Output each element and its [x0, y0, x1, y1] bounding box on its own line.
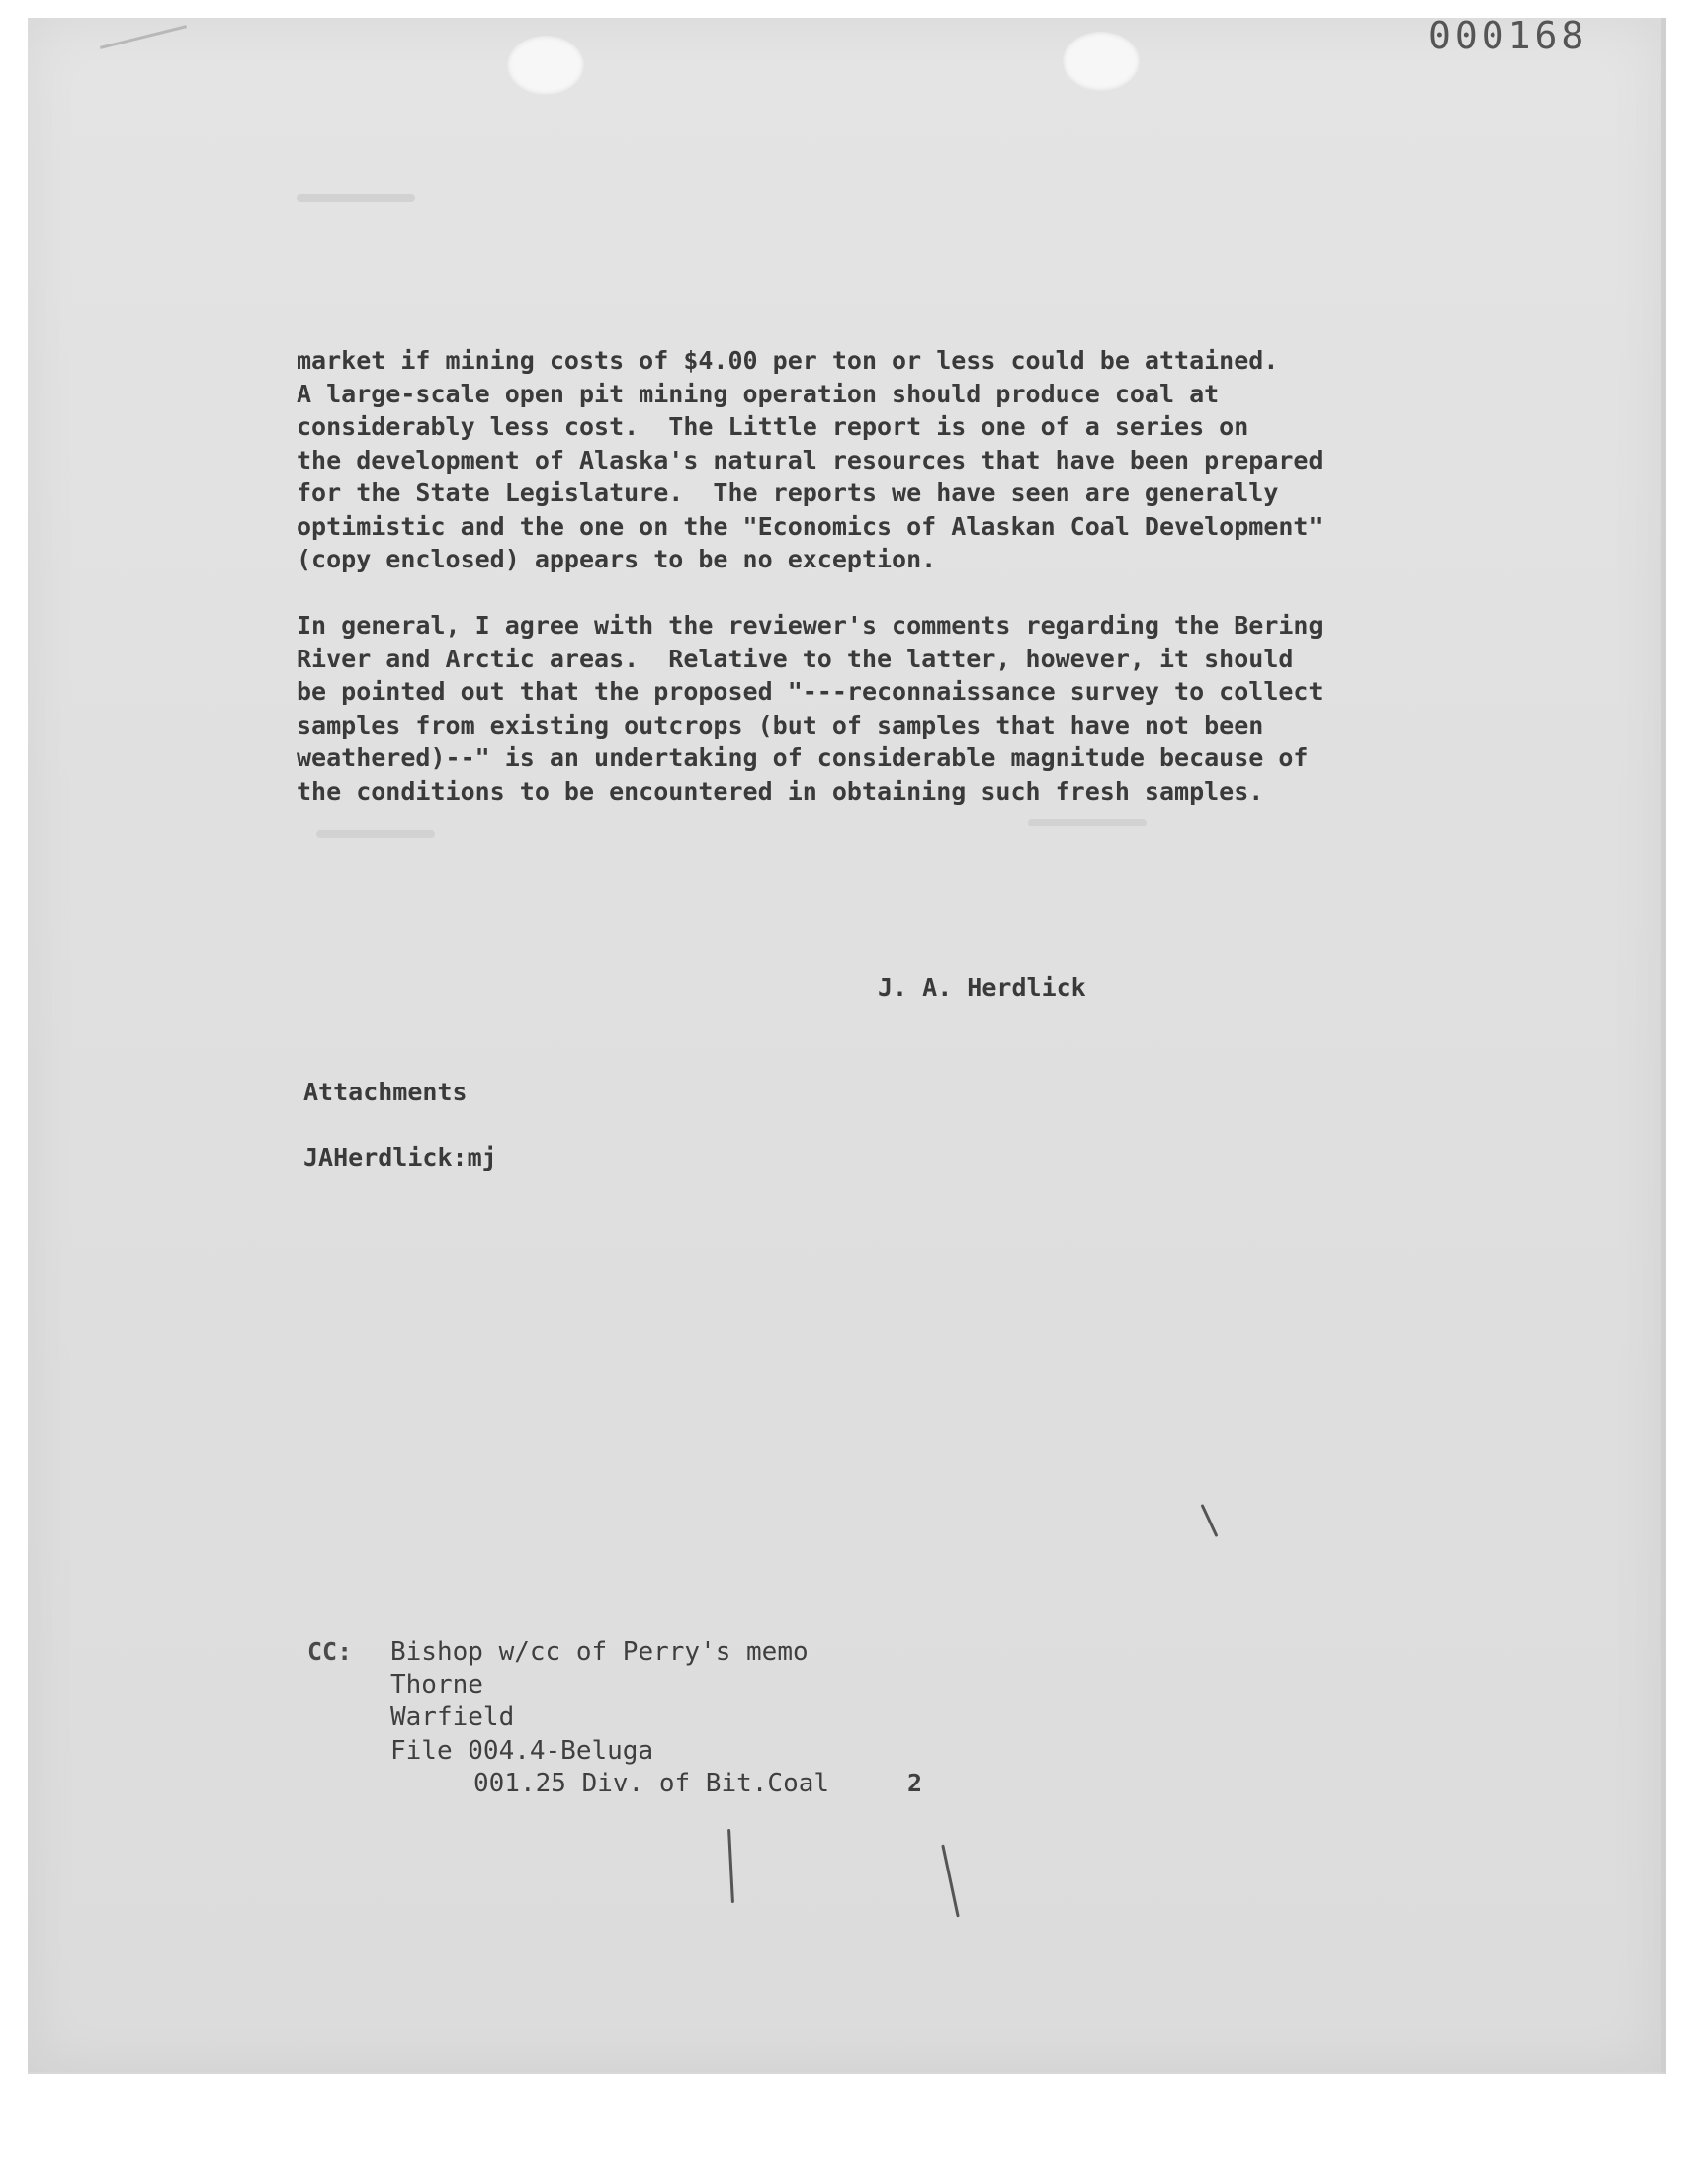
body-paragraph-2: In general, I agree with the reviewer's comments regarding the Bering River and Arctic areas. Relative to the latter, however, it should be pointed out that the proposed "---reconnaissance survey to collect samples from existing outcrops (but of samples that have not been weathered)--" is an undertaking of considerable magnitude because of the conditions to be encountered in obtaining such fresh samples. — [297, 611, 1324, 806]
cc-recipient: Bishop w/cc of Perry's memo — [390, 1637, 809, 1667]
signature-name: J. A. Herdlick — [878, 973, 1086, 1001]
cc-recipient: Thorne — [390, 1670, 483, 1699]
paper-sheet — [28, 18, 1666, 2074]
body-paragraph-1: market if mining costs of $4.00 per ton or less could be attained. A large-scale open pit mining operation should produce coal at considerably less cost. The Little report is one of a series on the development of Alaska's natural resources that have been prepared for the State Legislature. The reports we have seen are generally optimistic and the one on the "Economics of Alaskan Coal Development" (copy enclosed) appears to be no exception. — [297, 346, 1324, 573]
typist-initials: JAHerdlick:mj — [303, 1143, 497, 1172]
cc-file-reference: File 004.4-Beluga — [390, 1736, 654, 1766]
punch-hole-right — [1063, 32, 1140, 91]
cc-recipient: Warfield — [390, 1702, 515, 1732]
faint-smudge — [1028, 819, 1147, 826]
document-number: 000168 — [1428, 14, 1588, 57]
cc-file-reference: 001.25 Div. of Bit.Coal — [473, 1769, 830, 1798]
faint-smudge — [297, 194, 415, 202]
faint-smudge — [316, 830, 435, 838]
punch-hole-left — [507, 36, 584, 95]
page-number: 2 — [907, 1769, 923, 1797]
cc-label: CC: — [307, 1637, 353, 1666]
attachments-label: Attachments — [303, 1078, 468, 1106]
